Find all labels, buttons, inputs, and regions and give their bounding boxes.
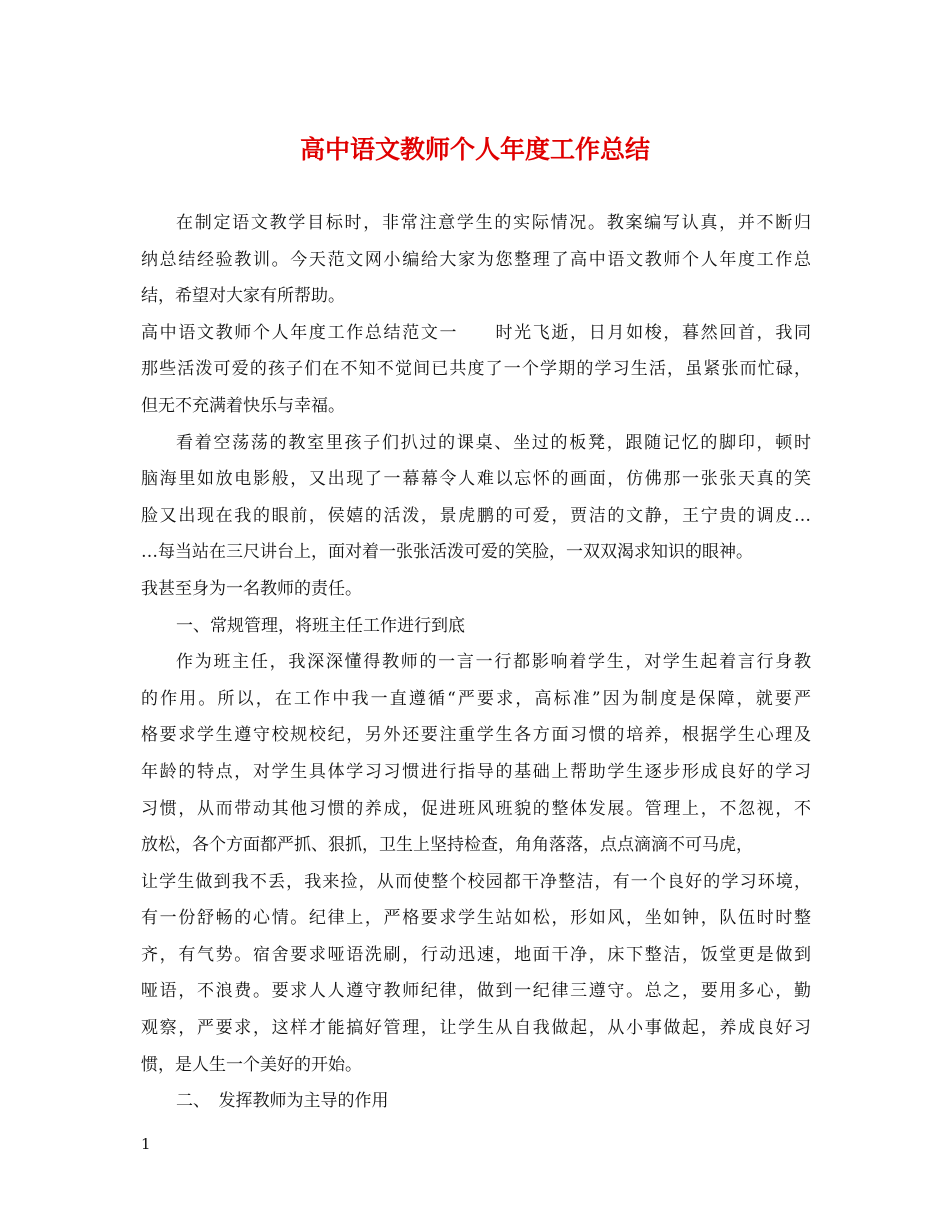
text-line: 习惯，从而带动其他习惯的养成，促进班风班貌的整体发展。管理上，不忽视，不	[141, 798, 811, 819]
text-line: 观察，严要求，这样才能搞好管理，让学生从自我做起，从小事做起，养成良好习	[141, 1018, 811, 1039]
text-line: 格要求学生遵守校规校纪，另外还要注重学生各方面习惯的培养，根据学生心理及	[141, 725, 811, 746]
text-line: 放松，各个方面都严抓、狠抓，卫生上坚持检查，角角落落，点点滴滴不可马虎，	[141, 835, 753, 856]
text-line: 作为班主任，我深深懂得教师的一言一行都影响着学生，对学生起着言行身教	[176, 652, 811, 673]
text-line: 但无不充满着快乐与幸福。	[141, 395, 345, 416]
text-line: 那些活泼可爱的孩子们在不知不觉间已共度了一个学期的学习生活，虽紧张而忙碌，	[141, 359, 811, 380]
text-line: 看着空荡荡的教室里孩子们扒过的课桌、坐过的板凳，跟随记忆的脚印，顿时	[176, 432, 811, 453]
text-line: 结，希望对大家有所帮助。	[141, 286, 345, 307]
text-line: …每当站在三尺讲台上，面对着一张张活泼可爱的笑脸，一双双渴求知识的眼神。	[141, 542, 753, 563]
text-line: 我甚至身为一名教师的责任。	[141, 578, 362, 599]
text-line: 让学生做到我不丢，我来捡，从而使整个校园都干净整洁，有一个良好的学习环境，	[141, 871, 811, 892]
text-line: 哑语，不浪费。要求人人遵守教师纪律，做到一纪律三遵守。总之，要用多心，勤	[141, 981, 811, 1002]
text-line: 齐，有气势。宿舍要求哑语洗刷，行动迅速，地面干净，床下整洁，饭堂更是做到	[141, 944, 811, 965]
text-line: 有一份舒畅的心情。纪律上，严格要求学生站如松，形如风，坐如钟，队伍时时整	[141, 908, 811, 929]
document-body	[141, 205, 811, 1120]
text-line: 高中语文教师个人年度工作总结范文一 时光飞逝，日月如梭，暮然回首，我同	[141, 322, 811, 343]
text-line: 惯，是人生一个美好的开始。	[141, 1054, 362, 1075]
text-line: 在制定语文教学目标时，非常注意学生的实际情况。教案编写认真，并不断归	[176, 213, 811, 233]
text-line: 的作用。所以，在工作中我一直遵循“严要求，高标准”因为制度是保障，就要严	[141, 688, 811, 709]
text-line: 脸又出现在我的眼前，侯嬉的活泼，景虎鹏的可爱，贾洁的文静，王宁贵的调皮…	[141, 505, 811, 526]
section-heading: 二、 发挥教师为主导的作用	[176, 1091, 389, 1112]
text-line: 脑海里如放电影般，又出现了一幕幕令人难以忘怀的画面，仿佛那一张张天真的笑	[141, 469, 811, 490]
text-line: 纳总结经验教训。今天范文网小编给大家为您整理了高中语文教师个人年度工作总	[141, 249, 811, 270]
page-number: 1	[141, 1135, 151, 1153]
document-title: 高中语文教师个人年度工作总结	[299, 135, 650, 164]
text-line: 年龄的特点，对学生具体学习习惯进行指导的基础上帮助学生逐步形成良好的学习	[141, 761, 811, 782]
section-heading: 一、常规管理，将班主任工作进行到底	[176, 615, 465, 636]
